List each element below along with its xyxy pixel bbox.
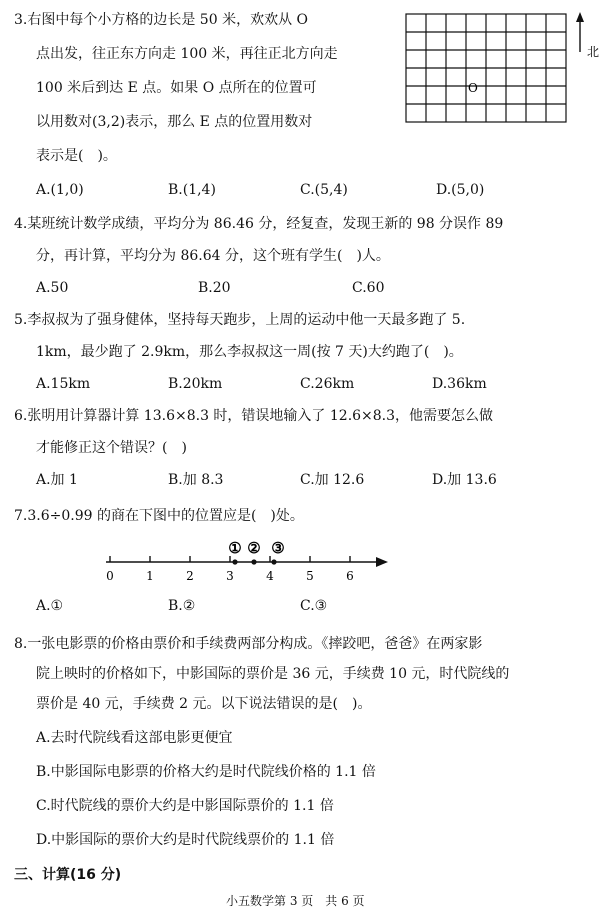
point-2	[251, 559, 256, 564]
tick-label-5: 5	[306, 569, 314, 583]
q4-line-2: 分，再计算，平均分为 86.64 分，这个班有学生( )人。	[36, 248, 390, 264]
tick-label-3: 3	[226, 569, 234, 583]
q8-option-d: D.中影国际的票价大约是时代院线票价的 1.1 倍	[36, 832, 335, 848]
q5-line-2: 1km，最少跑了 2.9km，那么李叔叔这一周(按 7 天)大约跑了( )。	[36, 344, 463, 360]
q5-option-d: D.36km	[432, 376, 487, 392]
tick-label-1: 1	[146, 569, 154, 583]
q6-line-2: 才能修正这个错误？( )	[36, 440, 187, 456]
q3-line-5: 表示是( )。	[36, 148, 117, 164]
number-line-axis	[106, 557, 388, 567]
number-line-labels	[106, 569, 354, 583]
q8-option-b: B.中影国际电影票的价格大约是时代院线价格的 1.1 倍	[36, 764, 376, 780]
grid-point-o: O	[468, 81, 478, 95]
q4-option-b: B.20	[198, 280, 231, 296]
number-line-figure	[96, 536, 396, 586]
tick-label-6: 6	[346, 569, 354, 583]
q8-line-2: 院上映时的价格如下，中影国际的票价是 36 元，手续费 10 元，时代院线的	[36, 666, 510, 682]
number-line-markers	[228, 539, 284, 557]
q4-option-a: A.50	[36, 280, 69, 296]
q5-option-b: B.20km	[168, 376, 223, 392]
q6-line-1: 6.张明用计算器计算 13.6×8.3 时，错误地输入了 12.6×8.3，他需要怎么做	[14, 408, 494, 424]
grid-lines	[406, 14, 566, 122]
marker-2: ②	[247, 539, 261, 557]
tick-label-4: 4	[266, 569, 274, 583]
q7-option-b: B.②	[168, 598, 196, 614]
q8-option-a: A.去时代院线看这部电影更便宜	[36, 730, 233, 746]
q3-grid-figure	[398, 8, 603, 133]
q3-option-b: B.(1,4)	[168, 182, 216, 198]
q4-option-c: C.60	[352, 280, 385, 296]
north-arrow-icon	[576, 12, 584, 52]
page-footer: 小五数学第 3 页 共 6 页	[226, 894, 365, 908]
q3-line-4: 以用数对(3,2)表示，那么 E 点的位置用数对	[36, 114, 313, 130]
q3-line-1: 3.右图中每个小方格的边长是 50 米，欢欢从 O	[14, 12, 308, 28]
q3-option-a: A.(1,0)	[36, 182, 84, 198]
q8-line-3: 票价是 40 元，手续费 2 元。以下说法错误的是( )。	[36, 696, 372, 712]
section-3-heading: 三、计算(16 分)	[14, 867, 122, 883]
q7-option-a: A.①	[36, 598, 64, 614]
q3-option-d: D.(5,0)	[436, 182, 485, 198]
tick-label-2: 2	[186, 569, 194, 583]
q6-option-a: A.加 1	[36, 472, 78, 488]
q3-option-c: C.(5,4)	[300, 182, 348, 198]
north-label: 北	[587, 45, 600, 59]
q8-line-1: 8.一张电影票的价格由票价和手续费两部分构成。《摔跤吧，爸爸》在两家影	[14, 636, 483, 652]
point-3	[271, 559, 276, 564]
q5-line-1: 5.李叔叔为了强身健体，坚持每天跑步，上周的运动中他一天最多跑了 5.	[14, 312, 466, 328]
q5-option-c: C.26km	[300, 376, 355, 392]
q8-option-c: C.时代院线的票价大约是中影国际票价的 1.1 倍	[36, 798, 334, 814]
marker-3: ③	[271, 539, 285, 557]
q6-option-b: B.加 8.3	[168, 472, 224, 488]
q3-line-2: 点出发，往正东方向走 100 米，再往正北方向走	[36, 46, 338, 62]
q6-option-c: C.加 12.6	[300, 472, 365, 488]
q3-line-3: 100 米后到达 E 点。如果 O 点所在的位置可	[36, 80, 317, 96]
marker-1: ①	[228, 539, 242, 557]
q5-option-a: A.15km	[36, 376, 91, 392]
tick-label-0: 0	[106, 569, 114, 583]
q4-line-1: 4.某班统计数学成绩，平均分为 86.46 分，经复查，发现王新的 98 分误作 89	[14, 216, 504, 232]
q7-line-1: 7.3.6÷0.99 的商在下图中的位置应是( )处。	[14, 508, 304, 524]
q6-option-d: D.加 13.6	[432, 472, 497, 488]
point-1	[232, 559, 237, 564]
q7-option-c: C.③	[300, 598, 328, 614]
